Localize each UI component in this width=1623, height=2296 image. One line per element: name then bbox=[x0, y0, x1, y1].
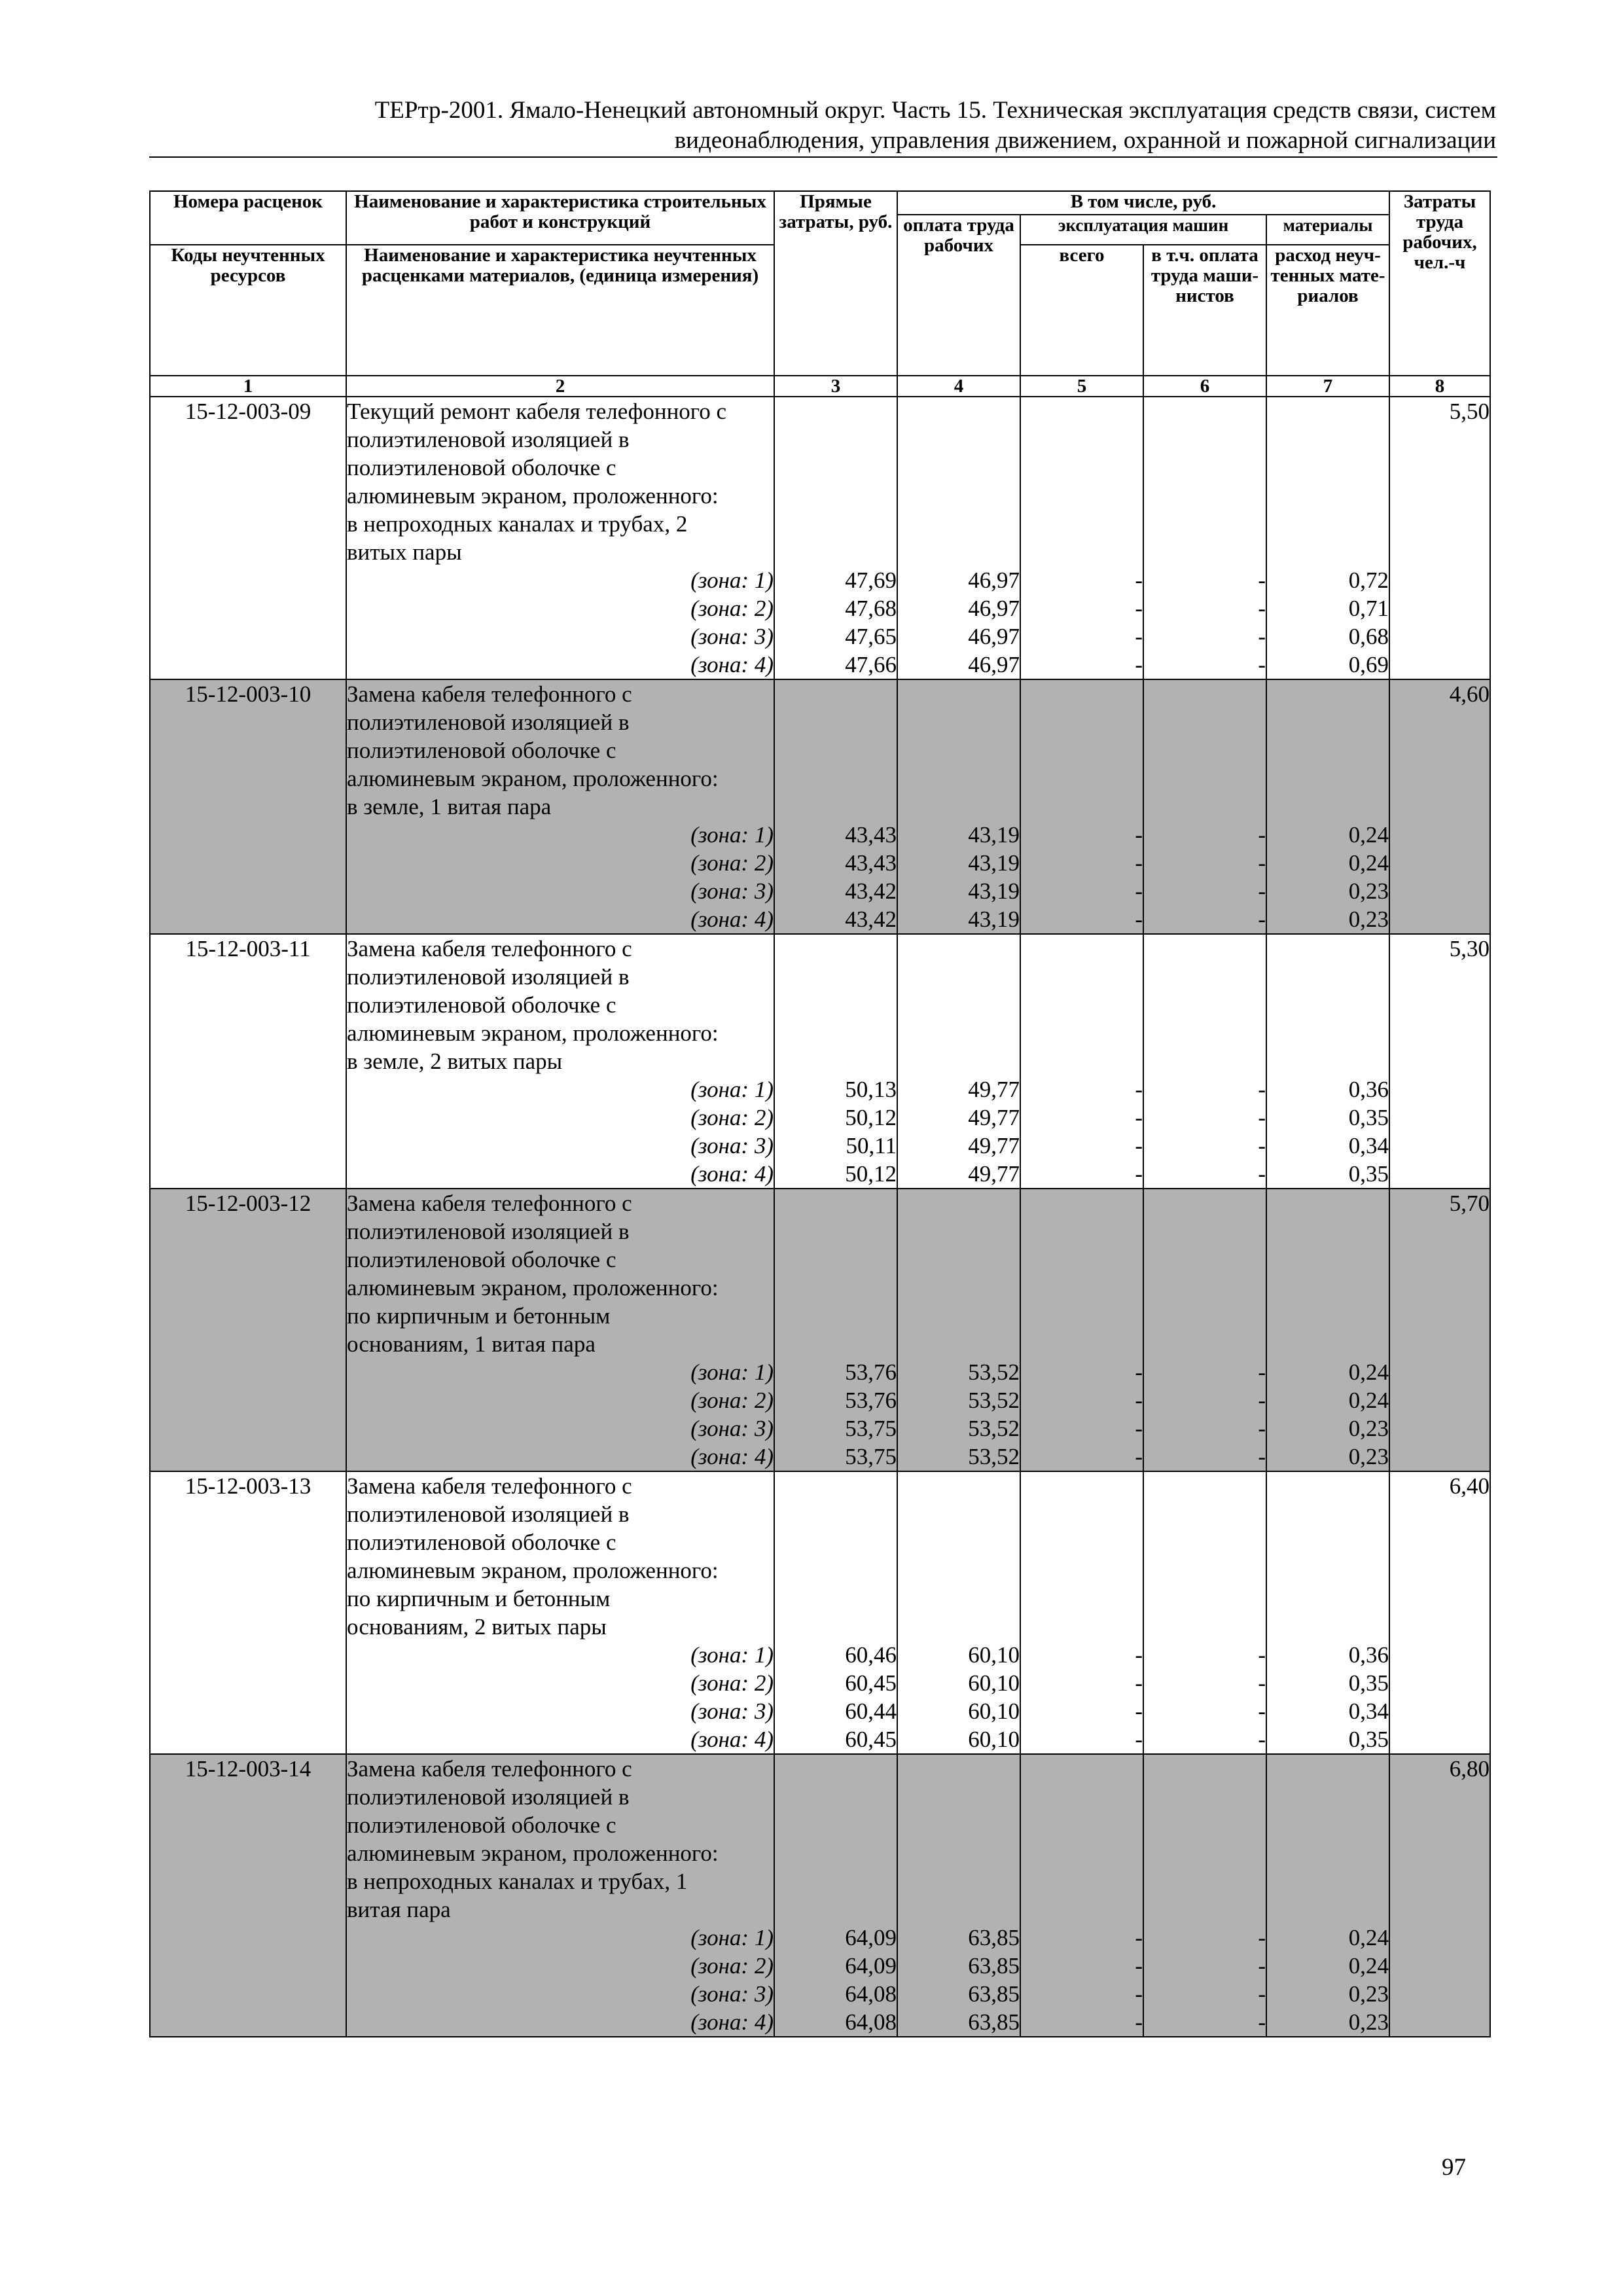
description-line: полиэтиленовой оболочке с bbox=[347, 1812, 616, 1838]
direct-cost: 53,75 bbox=[845, 1416, 897, 1441]
materials-cost: 0,24 bbox=[1348, 1953, 1389, 1979]
machinist-pay: - bbox=[1258, 906, 1266, 932]
machine-ops: - bbox=[1135, 1388, 1143, 1413]
labor-pay: 53,52 bbox=[968, 1388, 1020, 1413]
description-line: полиэтиленовой изоляцией в bbox=[347, 427, 630, 452]
labor-pay: 53,52 bbox=[968, 1416, 1020, 1441]
direct-cost: 47,65 bbox=[845, 624, 897, 649]
materials-cost: 0,23 bbox=[1348, 1444, 1389, 1469]
labor-hours-cell bbox=[1389, 934, 1490, 1189]
description-line: Замена кабеля телефонного с bbox=[347, 936, 632, 961]
description-line: полиэтиленовой изоляцией в bbox=[347, 709, 630, 735]
materials-cost: 0,35 bbox=[1348, 1727, 1389, 1752]
machinist-pay-cell bbox=[1143, 1754, 1266, 2037]
machinist-pay: - bbox=[1258, 822, 1266, 848]
description-line: по кирпичным и бетонным bbox=[347, 1586, 611, 1611]
machine-ops: - bbox=[1135, 1416, 1143, 1441]
machinist-pay: - bbox=[1258, 1077, 1266, 1102]
labor-pay: 46,97 bbox=[968, 567, 1020, 593]
materials-cost-cell bbox=[1266, 934, 1389, 1189]
column-number: 7 bbox=[1266, 376, 1389, 397]
machine-ops-cell bbox=[1020, 679, 1143, 934]
labor-pay-cell bbox=[897, 1754, 1020, 2037]
description-line: полиэтиленовой оболочке с bbox=[347, 455, 616, 480]
direct-cost-cell bbox=[774, 934, 897, 1189]
materials-cost: 0,24 bbox=[1348, 1925, 1389, 1950]
rate-code: 15-12-003-12 bbox=[185, 1191, 312, 1216]
labor-pay: 49,77 bbox=[968, 1133, 1020, 1158]
materials-cost: 0,68 bbox=[1348, 624, 1389, 649]
labor-hours-cell bbox=[1389, 679, 1490, 934]
machinist-pay-cell bbox=[1143, 397, 1266, 679]
description-line: Замена кабеля телефонного с bbox=[347, 1191, 632, 1216]
labor-pay: 43,19 bbox=[968, 906, 1020, 932]
machinist-pay: - bbox=[1258, 1359, 1266, 1385]
machinist-pay: - bbox=[1258, 1161, 1266, 1187]
zone-label: (зона: 1) bbox=[690, 822, 774, 848]
machine-ops: - bbox=[1135, 1981, 1143, 2007]
rate-code-cell bbox=[150, 1189, 346, 1471]
rate-code: 15-12-003-14 bbox=[185, 1756, 312, 1782]
description-line: алюминевым экраном, проложенного: bbox=[347, 1558, 719, 1583]
column-number: 5 bbox=[1020, 376, 1143, 397]
direct-cost: 60,45 bbox=[845, 1670, 897, 1696]
labor-pay: 43,19 bbox=[968, 878, 1020, 904]
table-row bbox=[150, 1471, 1490, 1754]
materials-cost: 0,23 bbox=[1348, 1981, 1389, 2007]
materials-cost: 0,35 bbox=[1348, 1105, 1389, 1130]
direct-cost-cell bbox=[774, 679, 897, 934]
machinist-pay-cell bbox=[1143, 679, 1266, 934]
labor-hours: 5,30 bbox=[1449, 936, 1490, 961]
rate-code: 15-12-003-09 bbox=[185, 399, 312, 424]
zone-label: (зона: 4) bbox=[690, 1161, 774, 1187]
zone-label: (зона: 1) bbox=[690, 1359, 774, 1385]
labor-pay-cell bbox=[897, 1189, 1020, 1471]
description-line: полиэтиленовой оболочке с bbox=[347, 1530, 616, 1555]
materials-cost: 0,23 bbox=[1348, 1416, 1389, 1441]
description-line: основаниям, 2 витых пары bbox=[347, 1614, 607, 1640]
description-line: Замена кабеля телефонного с bbox=[347, 1756, 632, 1782]
direct-cost: 64,09 bbox=[845, 1953, 897, 1979]
machine-ops: - bbox=[1135, 1105, 1143, 1130]
description-line: в земле, 1 витая пара bbox=[347, 794, 552, 819]
direct-cost: 50,11 bbox=[846, 1133, 897, 1158]
machinist-pay-cell bbox=[1143, 934, 1266, 1189]
zone-label: (зона: 4) bbox=[690, 1727, 774, 1752]
machine-ops: - bbox=[1135, 1077, 1143, 1102]
header-material-name: Наименование и характеристика неучтенных расценками материалов, (единица измерения) bbox=[346, 245, 774, 376]
materials-cost: 0,24 bbox=[1348, 850, 1389, 876]
machinist-pay: - bbox=[1258, 850, 1266, 876]
labor-hours: 6,40 bbox=[1449, 1473, 1490, 1499]
machinist-pay: - bbox=[1258, 1981, 1266, 2007]
direct-cost: 47,66 bbox=[845, 652, 897, 677]
description-line: полиэтиленовой оболочке с bbox=[347, 992, 616, 1018]
header-machinist-pay: в т.ч. оплата труда маши-нистов bbox=[1143, 245, 1266, 376]
machine-ops: - bbox=[1135, 1444, 1143, 1469]
direct-cost: 47,68 bbox=[845, 596, 897, 621]
machine-ops: - bbox=[1135, 2009, 1143, 2035]
rate-code-cell bbox=[150, 397, 346, 679]
machine-ops: - bbox=[1135, 1698, 1143, 1724]
zone-label: (зона: 3) bbox=[690, 624, 774, 649]
labor-pay: 60,10 bbox=[968, 1727, 1020, 1752]
direct-cost-cell bbox=[774, 1471, 897, 1754]
machinist-pay: - bbox=[1258, 596, 1266, 621]
machinist-pay: - bbox=[1258, 1670, 1266, 1696]
machine-ops: - bbox=[1135, 652, 1143, 677]
materials-cost-cell bbox=[1266, 1189, 1389, 1471]
machine-ops-cell bbox=[1020, 1471, 1143, 1754]
materials-cost: 0,24 bbox=[1348, 822, 1389, 848]
labor-pay: 63,85 bbox=[968, 1981, 1020, 2007]
rates-table bbox=[149, 190, 1491, 2037]
direct-cost: 50,12 bbox=[845, 1161, 897, 1187]
description-line: полиэтиленовой оболочке с bbox=[347, 1247, 616, 1272]
labor-pay: 63,85 bbox=[968, 1953, 1020, 1979]
machine-ops: - bbox=[1135, 1642, 1143, 1668]
machinist-pay-cell bbox=[1143, 1471, 1266, 1754]
description-line: Замена кабеля телефонного с bbox=[347, 681, 632, 707]
zone-label: (зона: 2) bbox=[690, 1388, 774, 1413]
machine-ops-cell bbox=[1020, 934, 1143, 1189]
zone-label: (зона: 1) bbox=[690, 567, 774, 593]
labor-pay-cell bbox=[897, 397, 1020, 679]
description-line: алюминевым экраном, проложенного: bbox=[347, 1840, 719, 1866]
machinist-pay: - bbox=[1258, 1444, 1266, 1469]
zone-label: (зона: 4) bbox=[690, 906, 774, 932]
machinist-pay-cell bbox=[1143, 1189, 1266, 1471]
zone-label: (зона: 2) bbox=[690, 596, 774, 621]
labor-pay: 60,10 bbox=[968, 1642, 1020, 1668]
header-including: В том числе, руб. bbox=[897, 191, 1389, 215]
description-line: Замена кабеля телефонного с bbox=[347, 1473, 632, 1499]
zone-label: (зона: 2) bbox=[690, 1105, 774, 1130]
header-direct-costs: Прямые затраты, руб. bbox=[774, 191, 897, 376]
description-line: полиэтиленовой изоляцией в bbox=[347, 964, 630, 990]
header-resource-codes: Коды неучтенных ресурсов bbox=[150, 245, 346, 376]
header-work-name: Наименование и характеристика строительных работ и конструкций bbox=[346, 191, 774, 245]
page-header bbox=[149, 96, 1496, 156]
zone-label: (зона: 2) bbox=[690, 1953, 774, 1979]
machinist-pay: - bbox=[1258, 2009, 1266, 2035]
column-number: 6 bbox=[1143, 376, 1266, 397]
description-line: Текущий ремонт кабеля телефонного с bbox=[347, 399, 727, 424]
direct-cost: 60,45 bbox=[845, 1727, 897, 1752]
machine-ops: - bbox=[1135, 850, 1143, 876]
machinist-pay: - bbox=[1258, 1953, 1266, 1979]
rate-code-cell bbox=[150, 1754, 346, 2037]
labor-hours-cell bbox=[1389, 1754, 1490, 2037]
description-line: полиэтиленовой оболочке с bbox=[347, 738, 616, 763]
machinist-pay: - bbox=[1258, 624, 1266, 649]
materials-cost: 0,34 bbox=[1348, 1698, 1389, 1724]
header-total: всего bbox=[1020, 245, 1143, 376]
zone-label: (зона: 4) bbox=[690, 1444, 774, 1469]
header-rule bbox=[149, 156, 1497, 158]
direct-cost: 47,69 bbox=[845, 567, 897, 593]
description-line: алюминевым экраном, проложенного: bbox=[347, 766, 719, 791]
table-row bbox=[150, 679, 1490, 934]
rate-code-cell bbox=[150, 1471, 346, 1754]
machine-ops: - bbox=[1135, 822, 1143, 848]
labor-pay: 46,97 bbox=[968, 624, 1020, 649]
machinist-pay: - bbox=[1258, 1727, 1266, 1752]
direct-cost: 43,43 bbox=[845, 822, 897, 848]
rate-code-cell bbox=[150, 934, 346, 1189]
labor-hours: 4,60 bbox=[1449, 681, 1490, 707]
machine-ops-cell bbox=[1020, 397, 1143, 679]
machine-ops: - bbox=[1135, 1670, 1143, 1696]
machinist-pay: - bbox=[1258, 1925, 1266, 1950]
direct-cost: 53,76 bbox=[845, 1388, 897, 1413]
table-row bbox=[150, 397, 1490, 679]
description-cell bbox=[346, 1754, 774, 2037]
machine-ops: - bbox=[1135, 1161, 1143, 1187]
rate-code: 15-12-003-10 bbox=[185, 681, 312, 707]
description-line: полиэтиленовой изоляцией в bbox=[347, 1501, 630, 1527]
labor-pay: 60,10 bbox=[968, 1698, 1020, 1724]
column-number: 1 bbox=[150, 376, 346, 397]
description-line: основаниям, 1 витая пара bbox=[347, 1331, 596, 1357]
labor-hours-cell bbox=[1389, 1189, 1490, 1471]
machine-ops: - bbox=[1135, 567, 1143, 593]
materials-cost-cell bbox=[1266, 679, 1389, 934]
materials-cost: 0,24 bbox=[1348, 1359, 1389, 1385]
column-number: 4 bbox=[897, 376, 1020, 397]
materials-cost: 0,24 bbox=[1348, 1388, 1389, 1413]
table-row bbox=[150, 934, 1490, 1189]
zone-label: (зона: 2) bbox=[690, 1670, 774, 1696]
header-machine-ops: эксплуатация машин bbox=[1020, 215, 1266, 245]
machinist-pay: - bbox=[1258, 567, 1266, 593]
zone-label: (зона: 1) bbox=[690, 1077, 774, 1102]
machinist-pay: - bbox=[1258, 1388, 1266, 1413]
direct-cost: 43,43 bbox=[845, 850, 897, 876]
description-line: алюминевым экраном, проложенного: bbox=[347, 1275, 719, 1300]
direct-cost: 50,13 bbox=[845, 1077, 897, 1102]
page-number: 97 bbox=[1442, 2154, 1466, 2181]
machinist-pay: - bbox=[1258, 878, 1266, 904]
description-line: алюминевым экраном, проложенного: bbox=[347, 483, 719, 509]
labor-hours-cell bbox=[1389, 1471, 1490, 1754]
materials-cost: 0,71 bbox=[1348, 596, 1389, 621]
machine-ops: - bbox=[1135, 624, 1143, 649]
description-cell bbox=[346, 1471, 774, 1754]
machine-ops-cell bbox=[1020, 1189, 1143, 1471]
description-line: алюминевым экраном, проложенного: bbox=[347, 1020, 719, 1046]
machine-ops: - bbox=[1135, 596, 1143, 621]
description-cell bbox=[346, 397, 774, 679]
header-unaccounted-materials: расход неуч-тенных мате-риалов bbox=[1266, 245, 1389, 376]
description-line: витых пары bbox=[347, 539, 462, 565]
machine-ops: - bbox=[1135, 878, 1143, 904]
labor-pay-cell bbox=[897, 934, 1020, 1189]
direct-cost-cell bbox=[774, 1754, 897, 2037]
materials-cost: 0,23 bbox=[1348, 2009, 1389, 2035]
labor-pay: 43,19 bbox=[968, 850, 1020, 876]
labor-pay: 53,52 bbox=[968, 1444, 1020, 1469]
machine-ops-cell bbox=[1020, 1754, 1143, 2037]
direct-cost: 43,42 bbox=[845, 906, 897, 932]
materials-cost: 0,35 bbox=[1348, 1161, 1389, 1187]
rate-code-cell bbox=[150, 679, 346, 934]
labor-pay: 43,19 bbox=[968, 822, 1020, 848]
materials-cost: 0,36 bbox=[1348, 1077, 1389, 1102]
description-line: в непроходных каналах и трубах, 2 bbox=[347, 511, 688, 537]
rows-body bbox=[150, 397, 1490, 2037]
direct-cost: 50,12 bbox=[845, 1105, 897, 1130]
description-cell bbox=[346, 679, 774, 934]
labor-hours: 5,50 bbox=[1449, 399, 1490, 424]
column-numbers-row bbox=[150, 376, 1490, 397]
materials-cost: 0,69 bbox=[1348, 652, 1389, 677]
labor-pay: 63,85 bbox=[968, 1925, 1020, 1950]
labor-pay-cell bbox=[897, 679, 1020, 934]
machine-ops: - bbox=[1135, 1925, 1143, 1950]
header-line-2: видеонаблюдения, управления движением, охранной и пожарной сигнализации bbox=[674, 127, 1496, 154]
labor-pay-cell bbox=[897, 1471, 1020, 1754]
materials-cost: 0,23 bbox=[1348, 878, 1389, 904]
column-number: 8 bbox=[1389, 376, 1490, 397]
description-cell bbox=[346, 934, 774, 1189]
labor-pay: 53,52 bbox=[968, 1359, 1020, 1385]
labor-hours-cell bbox=[1389, 397, 1490, 679]
machinist-pay: - bbox=[1258, 1133, 1266, 1158]
labor-pay: 49,77 bbox=[968, 1105, 1020, 1130]
description-line: витая пара bbox=[347, 1897, 451, 1922]
column-number: 2 bbox=[346, 376, 774, 397]
direct-cost: 64,09 bbox=[845, 1925, 897, 1950]
description-line: в земле, 2 витых пары bbox=[347, 1049, 563, 1074]
labor-pay: 60,10 bbox=[968, 1670, 1020, 1696]
zone-label: (зона: 3) bbox=[690, 1133, 774, 1158]
materials-cost: 0,35 bbox=[1348, 1670, 1389, 1696]
description-line: по кирпичным и бетонным bbox=[347, 1303, 611, 1329]
direct-cost: 43,42 bbox=[845, 878, 897, 904]
materials-cost: 0,34 bbox=[1348, 1133, 1389, 1158]
direct-cost: 64,08 bbox=[845, 1981, 897, 2007]
materials-cost: 0,36 bbox=[1348, 1642, 1389, 1668]
table-row bbox=[150, 1189, 1490, 1471]
direct-cost: 60,46 bbox=[845, 1642, 897, 1668]
zone-label: (зона: 1) bbox=[690, 1925, 774, 1950]
zone-label: (зона: 3) bbox=[690, 1416, 774, 1441]
header-line-1: ТЕРтр-2001. Ямало-Ненецкий автономный округ. Часть 15. Техническая эксплуатация средств связи, систем bbox=[374, 97, 1496, 124]
materials-cost: 0,23 bbox=[1348, 906, 1389, 932]
zone-label: (зона: 3) bbox=[690, 1698, 774, 1724]
rate-code: 15-12-003-13 bbox=[185, 1473, 312, 1499]
machine-ops: - bbox=[1135, 1133, 1143, 1158]
labor-pay: 49,77 bbox=[968, 1077, 1020, 1102]
labor-hours: 5,70 bbox=[1449, 1191, 1490, 1216]
header-rate-numbers: Номера расценок bbox=[150, 191, 346, 245]
zone-label: (зона: 1) bbox=[690, 1642, 774, 1668]
labor-pay: 49,77 bbox=[968, 1161, 1020, 1187]
machinist-pay: - bbox=[1258, 652, 1266, 677]
column-number: 3 bbox=[774, 376, 897, 397]
labor-pay: 63,85 bbox=[968, 2009, 1020, 2035]
machinist-pay: - bbox=[1258, 1642, 1266, 1668]
materials-cost: 0,72 bbox=[1348, 567, 1389, 593]
labor-pay: 46,97 bbox=[968, 596, 1020, 621]
header-labor-hours: Затраты труда рабочих, чел.-ч bbox=[1389, 191, 1490, 376]
description-line: полиэтиленовой изоляцией в bbox=[347, 1784, 630, 1810]
machinist-pay: - bbox=[1258, 1698, 1266, 1724]
materials-cost-cell bbox=[1266, 1471, 1389, 1754]
direct-cost-cell bbox=[774, 397, 897, 679]
zone-label: (зона: 3) bbox=[690, 878, 774, 904]
materials-cost-cell bbox=[1266, 1754, 1389, 2037]
direct-cost: 60,44 bbox=[845, 1698, 897, 1724]
direct-cost: 53,75 bbox=[845, 1444, 897, 1469]
labor-hours: 6,80 bbox=[1449, 1756, 1490, 1782]
rate-code: 15-12-003-11 bbox=[185, 936, 311, 961]
machine-ops: - bbox=[1135, 1727, 1143, 1752]
header-materials: материалы bbox=[1266, 215, 1389, 245]
machine-ops: - bbox=[1135, 1953, 1143, 1979]
zone-label: (зона: 3) bbox=[690, 1981, 774, 2007]
zone-label: (зона: 2) bbox=[690, 850, 774, 876]
direct-cost: 53,76 bbox=[845, 1359, 897, 1385]
zone-label: (зона: 4) bbox=[690, 652, 774, 677]
description-line: в непроходных каналах и трубах, 1 bbox=[347, 1869, 688, 1894]
materials-cost-cell bbox=[1266, 397, 1389, 679]
description-cell bbox=[346, 1189, 774, 1471]
description-line: полиэтиленовой изоляцией в bbox=[347, 1219, 630, 1244]
table-row bbox=[150, 1754, 1490, 2037]
direct-cost-cell bbox=[774, 1189, 897, 1471]
zone-label: (зона: 4) bbox=[690, 2009, 774, 2035]
machine-ops: - bbox=[1135, 906, 1143, 932]
labor-pay: 46,97 bbox=[968, 652, 1020, 677]
machinist-pay: - bbox=[1258, 1105, 1266, 1130]
header-labor-pay: оплата труда рабочих bbox=[897, 215, 1020, 376]
machine-ops: - bbox=[1135, 1359, 1143, 1385]
machinist-pay: - bbox=[1258, 1416, 1266, 1441]
direct-cost: 64,08 bbox=[845, 2009, 897, 2035]
